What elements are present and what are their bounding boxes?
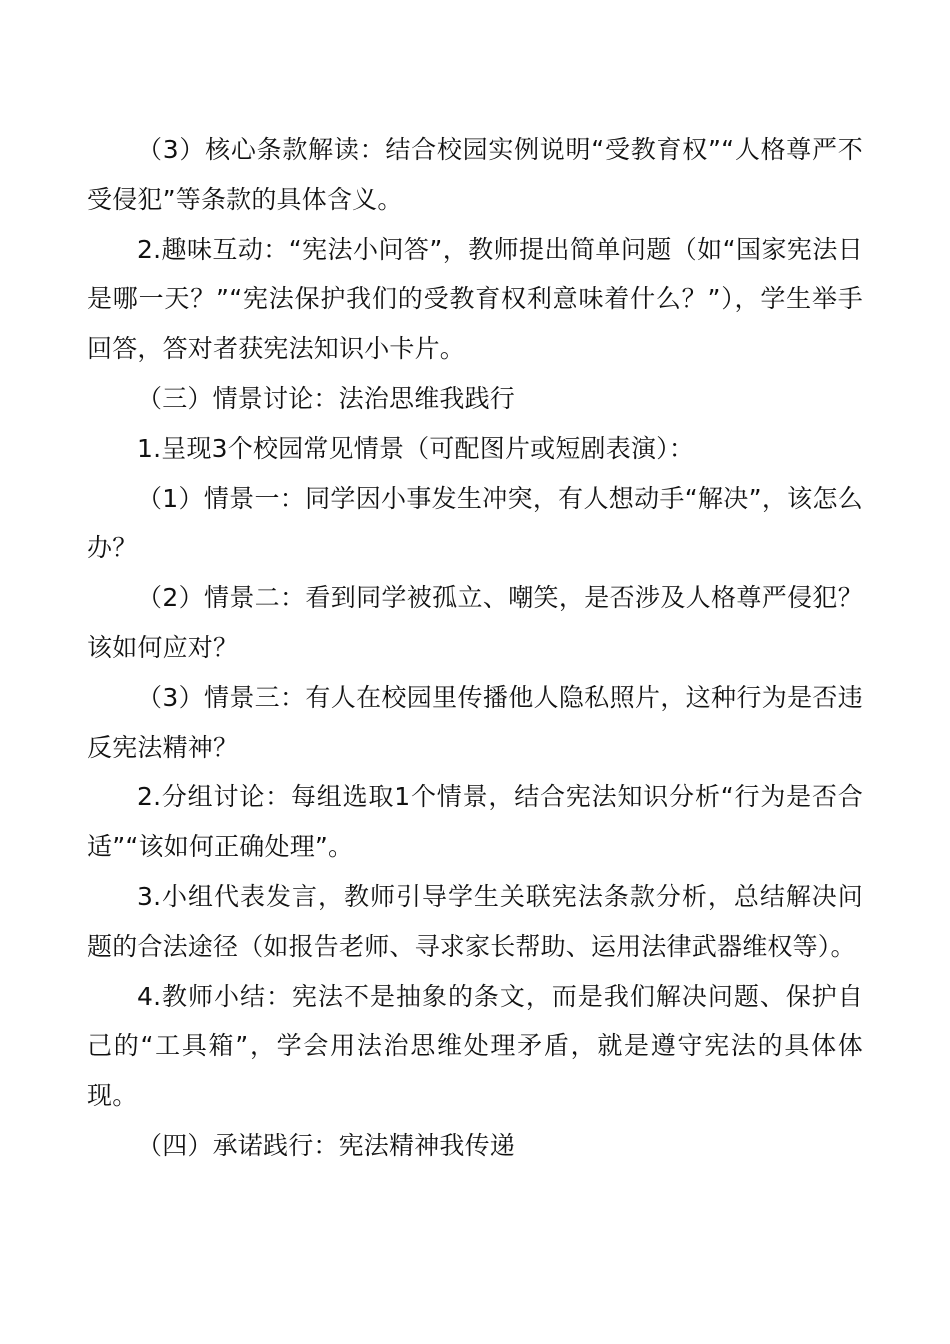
document-page — [87, 125, 863, 1171]
paragraph-present-scenarios: 1.呈现3个校园常见情景（可配图片或短剧表演）： — [137, 433, 695, 463]
paragraph-fun-interaction: 2.趣味互动：“宪法小问答”，教师提出简单问题（如“国家宪法日是哪一天？”“宪法保护我们的受教育权利意味着什么？”），学生举手回答，答对者获宪法知识小卡片。 — [87, 234, 863, 364]
section-heading-scenario-discussion: （三）情景讨论：法治思维我践行 — [137, 383, 516, 413]
paragraph-teacher-summary: 4.教师小结：宪法不是抽象的条文，而是我们解决问题、保护自己的“工具箱”，学会用法治思维处理矛盾，就是遵守宪法的具体体现。 — [87, 981, 863, 1111]
paragraph-group-discussion: 2.分组讨论：每组选取1个情景，结合宪法知识分析“行为是否合适”“该如何正确处理”。 — [87, 782, 863, 862]
paragraph-core-clause: （3）核心条款解读：结合校园实例说明“受教育权”“人格尊严不受侵犯”等条款的具体含义。 — [87, 135, 863, 214]
paragraph-scenario-one: （1）情景一：同学因小事发生冲突，有人想动手“解决”，该怎么办？ — [87, 483, 863, 563]
paragraph-scenario-three: （3）情景三：有人在校园里传播他人隐私照片，这种行为是否违反宪法精神？ — [87, 682, 863, 762]
section-heading-commitment: （四）承诺践行：宪法精神我传递 — [137, 1130, 516, 1160]
paragraph-scenario-two: （2）情景二：看到同学被孤立、嘲笑，是否涉及人格尊严侵犯？该如何应对？ — [87, 583, 863, 662]
paragraph-group-presentation: 3.小组代表发言，教师引导学生关联宪法条款分析，总结解决问题的合法途径（如报告老师、寻求家长帮助、运用法律武器维权等）。 — [87, 881, 863, 961]
